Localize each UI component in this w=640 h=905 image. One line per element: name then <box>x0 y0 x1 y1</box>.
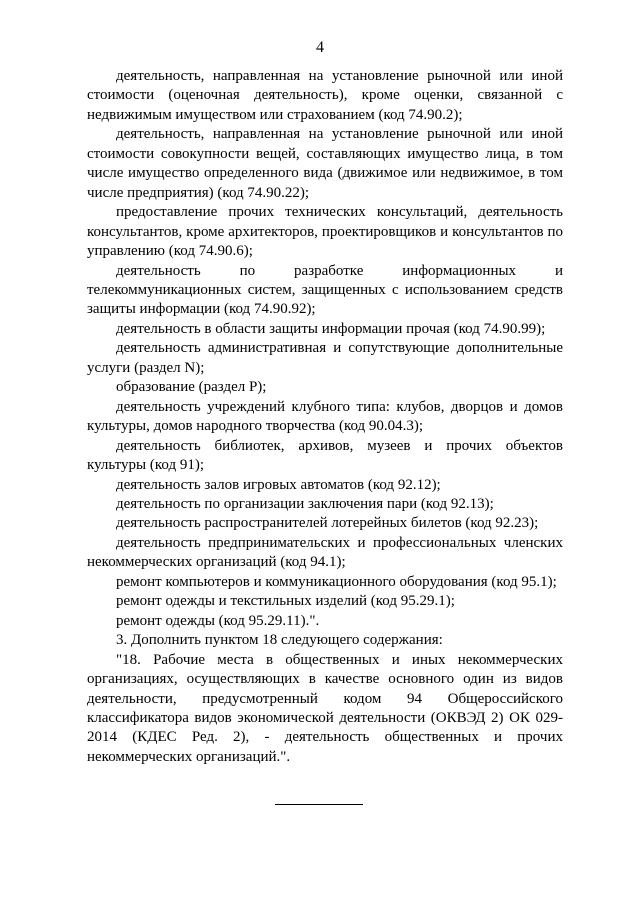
paragraph-administrative-services: деятельность административная и сопутствующие дополнительные услуги (раздел N); <box>87 340 563 376</box>
paragraph-lottery: деятельность распространителей лотерейных билетов (код 92.23); <box>116 515 539 532</box>
paragraph-appraisal-activity: деятельность, направленная на установление рыночной или иной стоимости (оценочная деятельность), кроме оценки, связанной с недвижимым имуществом или страхованием (код 74.90.2); <box>87 68 563 123</box>
paragraph-membership-organizations: деятельность предпринимательских и профессиональных членских некоммерческих организаций (код 94.1); <box>87 534 563 571</box>
paragraph-slot-halls: деятельность залов игровых автоматов (код 92.12); <box>116 476 441 493</box>
paragraph-secure-systems: деятельность по разработке информационных и телекоммуникационных систем, защищенных с использованием средств защиты информации (код 74.90.92); <box>87 262 563 318</box>
paragraph-technical-consulting: предоставление прочих технических консультаций, деятельность консультантов, кроме архитекторов, проектировщиков и консультантов по управлению (код 74.90.6); <box>87 204 563 260</box>
paragraph-club-institutions: деятельность учреждений клубного типа: клубов, дворцов и домов культуры, домов народного творчества (код 90.04.3); <box>87 398 563 435</box>
paragraph-libraries-museums: деятельность библиотек, архивов, музеев и прочих объектов культуры (код 91); <box>87 437 563 474</box>
paragraph-education: образование (раздел P); <box>116 379 267 396</box>
paragraph-item-18: "18. Рабочие места в общественных и иных некоммерческих организациях, осуществляющих в качестве основного один из видов деятельности, предусмотренный кодом 94 Общероссийского классификатора видов экономической деятельности (ОКВЭД 2) ОК 029-2014 (КДЕС Ред. 2), - деятельность общественных и прочих некоммерческих организаций.". <box>87 651 563 765</box>
paragraph-betting: деятельность по организации заключения пари (код 92.13); <box>116 495 494 512</box>
paragraph-clothing-textile-repair: ремонт одежды и текстильных изделий (код 95.29.1); <box>116 593 455 610</box>
paragraph-property-valuation: деятельность, направленная на установление рыночной или иной стоимости совокупности вещей, составляющих имущество лица, в том числе имущество определенного вида (движимое или недвижимое, в том числе предприятия) (код 74.90.22); <box>87 126 563 201</box>
paragraph-information-security: деятельность в области защиты информации прочая (код 74.90.99); <box>116 320 546 337</box>
paragraph-clothing-repair: ремонт одежды (код 95.29.11).". <box>116 612 320 629</box>
paragraph-computer-repair: ремонт компьютеров и коммуникационного оборудования (код 95.1); <box>116 573 557 590</box>
document-body <box>87 67 563 767</box>
paragraph-amendment-3: 3. Дополнить пунктом 18 следующего содержания: <box>116 632 443 649</box>
page-number: 4 <box>316 39 324 56</box>
end-separator-line <box>275 804 363 805</box>
